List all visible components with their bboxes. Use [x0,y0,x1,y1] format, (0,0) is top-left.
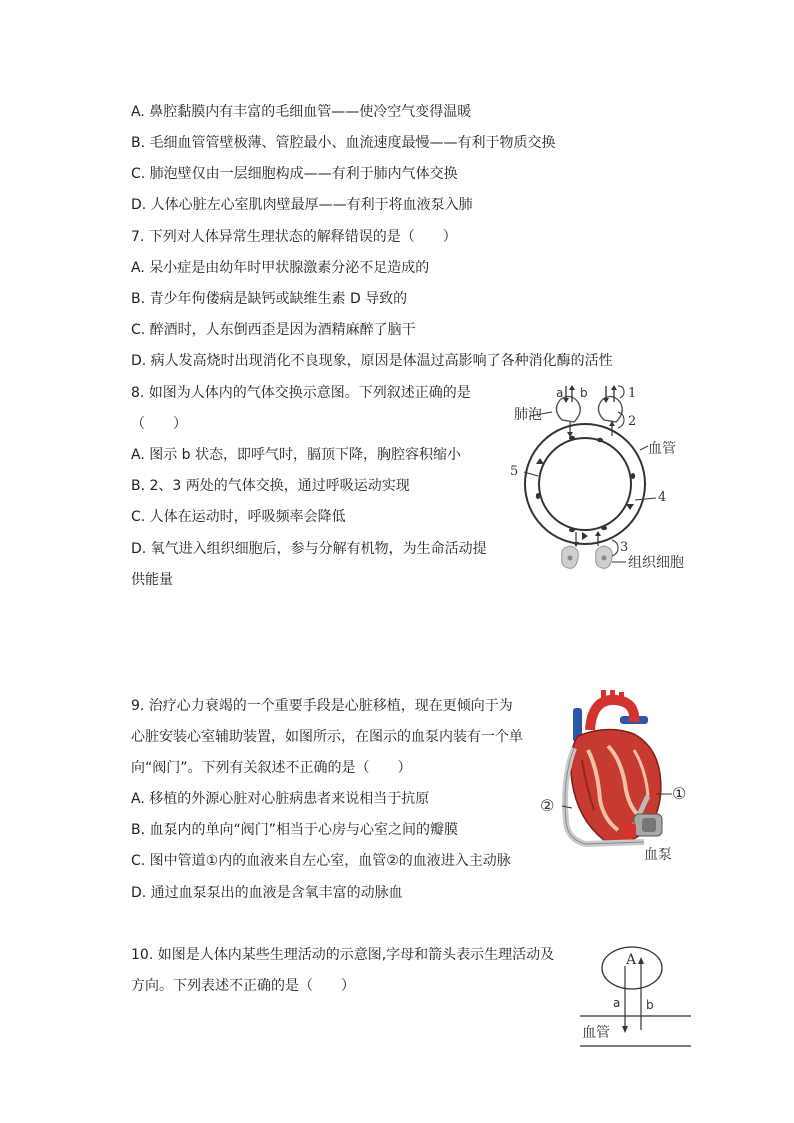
q7-stem: 7. 下列对人体异常生理状态的解释错误的是（ ） [131,229,457,245]
q8-option-c: C. 人体在运动时，呼吸频率会降低 [131,509,346,525]
q9-option-d: D. 通过血泵泵出的血液是含氧丰富的动脉血 [131,885,403,901]
q10-stem-1: 10. 如图是人体内某些生理活动的示意图,字母和箭头表示生理活动及 [131,947,555,963]
label-b: b [580,386,588,400]
circle-2-label: ② [540,796,555,815]
label-tissue: 组织细胞 [628,555,684,571]
q6-option-c: C. 肺泡壁仅由一层细胞构成——有利于肺内气体交换 [131,166,458,182]
alveolus-right [598,396,622,422]
q7-option-c: C. 醉酒时，人东倒西歪是因为酒精麻醉了脑干 [131,322,416,338]
q7-option-b: B. 青少年佝偻病是缺钙或缺维生素 D 导致的 [131,291,408,307]
outer-vessel-ring [525,424,645,544]
label-vessel: 血管 [648,441,676,457]
q7-option-d: D. 病人发高烧时出现消化不良现象，原因是体温过高影响了各种消化酶的活性 [131,353,613,369]
q8-stem-paren: （ ） [131,416,187,432]
label-b-arrow: b [646,998,654,1012]
label-alveolus: 肺泡 [514,407,542,423]
alveolus-left [556,396,580,422]
label-pump: 血泵 [644,847,672,863]
q8-option-d: D. 氧气进入组织细胞后，参与分解有机物，为生命活动提 [131,541,487,557]
circle-1-label: ① [672,784,687,803]
aortic-arch [590,700,634,730]
heart-pump-diagram [538,690,698,865]
label-a-arrow: a [613,996,621,1010]
q7-option-a: A. 呆小症是由幼年时甲状腺激素分泌不足造成的 [131,260,430,276]
q8-option-a: A. 图示 b 状态，即呼气时，膈顶下降，胸腔容积缩小 [131,447,462,463]
q8-option-d-cont: 供能量 [131,572,173,588]
heart-pump-svg [538,690,698,865]
q8-stem: 8. 如图为人体内的气体交换示意图。下列叙述正确的是 [131,385,471,401]
q9-option-a: A. 移植的外源心脏对心脏病患者来说相当于抗原 [131,791,430,807]
q9-stem-3: 向“阀门”。下列有关叙述不正确的是（ ） [131,760,412,776]
label-a: a [556,386,564,400]
gas-exchange-diagram [500,380,710,580]
q9-option-c: C. 图中管道①内的血液来自左心室，血管②的血液进入主动脉 [131,853,511,869]
q9-stem-1: 9. 治疗心力衰竭的一个重要手段是心脏移植，现在更倾向于为 [131,698,513,714]
label-vessel-q10: 血管 [582,1025,610,1041]
q8-option-b: B. 2、3 两处的气体交换，通过呼吸运动实现 [131,478,410,494]
q10-stem-2: 方向。下列表述不正确的是（ ） [131,978,355,994]
inner-vessel-ring [539,438,631,530]
q9-option-b: B. 血泵内的单向“阀门”相当于心房与心室之间的瓣膜 [131,822,459,838]
q6-option-d: D. 人体心脏左心室肌肉壁最厚——有利于将血液泵入肺 [131,197,473,213]
q9-stem-2: 心脏安装心室辅助装置，如图所示，在图示的血泵内装有一个单 [131,729,523,745]
q10-diagram [576,940,696,1050]
num-1: 1 [628,386,637,401]
num-5: 5 [510,464,519,479]
num-2: 2 [628,414,637,429]
q6-option-a: A. 鼻腔黏膜内有丰富的毛细血管——使冷空气变得温暖 [131,104,472,120]
num-4: 4 [658,490,667,505]
num-3: 3 [620,540,629,555]
label-A: A [626,952,637,968]
q6-option-b: B. 毛细血管管壁极薄、管腔最小、血流速度最慢——有利于物质交换 [131,135,556,151]
